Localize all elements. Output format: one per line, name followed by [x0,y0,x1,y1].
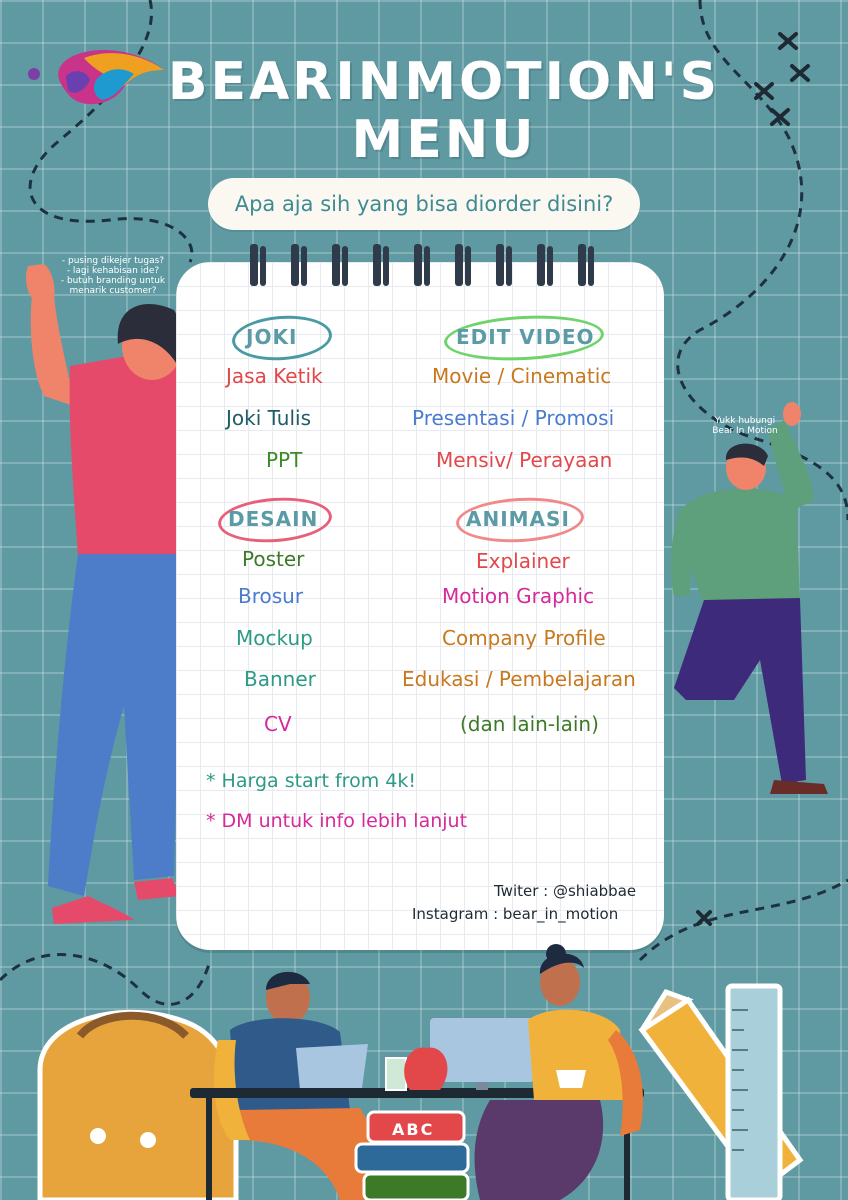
spiral-ring [455,244,463,286]
spiral-ring [578,244,586,286]
menu-item-ppt: PPT [266,448,303,472]
contact-twitter: Twiter : @shiabbae [494,882,637,900]
contact-instagram: Instagram : bear_in_motion [412,905,619,923]
section-heading-desain: DESAIN [228,507,319,531]
menu-item-joki-tulis: Joki Tulis [226,406,312,430]
spiral-ring [496,244,504,286]
page-title-line-2: MENU [351,110,537,170]
menu-item-motion-graphic: Motion Graphic [442,584,595,608]
books-label: ABC [392,1120,435,1139]
menu-item-explainer: Explainer [476,549,570,573]
menu-item-cv: CV [264,712,292,736]
menu-item-dan-lain-lain: (dan lain-lain) [460,712,599,736]
menu-item-presentasi-promosi: Presentasi / Promosi [412,406,615,430]
menu-item-movie-cinematic: Movie / Cinematic [432,364,612,388]
speech-left-line-2: - lagi kehabisan ide? [66,266,160,276]
subtitle-pill [208,178,640,230]
spiral-ring [291,244,299,286]
shouting-man-illustration [664,400,848,800]
menu-item-edukasi-pembelajaran: Edukasi / Pembelajaran [402,667,636,691]
subtitle-text: Apa aja sih yang bisa diorder disini? [234,192,614,216]
note-dm: * DM untuk info lebih lanjut [206,810,468,832]
spiral-ring [373,244,381,286]
menu-item-poster: Poster [242,547,305,571]
spiral-ring [414,244,422,286]
menu-item-jasa-ketik: Jasa Ketik [226,364,323,388]
speech-left-line-1: - pusing dikejer tugas? [61,256,165,266]
spiral-ring [537,244,545,286]
speech-left-line-4: menarik customer? [69,286,157,296]
section-heading-joki: JOKI [246,325,298,349]
page-title-line-1: BEARINMOTION'S [167,52,721,112]
spiral-ring [250,244,258,286]
spiral-ring [332,244,340,286]
desk-scene-illustration [0,940,848,1200]
speech-bubble-left [58,256,168,296]
menu-item-mensiv-perayaan: Mensiv/ Perayaan [436,448,613,472]
speech-left-line-3: - butuh branding untuk [60,276,166,286]
section-heading-animasi: ANIMASI [466,507,570,531]
speech-right-line-2: Bear In Motion [712,426,778,436]
speech-right-line-1: Yukk hubungi [714,416,776,426]
note-price: * Harga start from 4k! [206,770,416,792]
speech-bubble-right [700,416,790,436]
menu-item-banner: Banner [244,667,316,691]
menu-item-mockup: Mockup [236,626,313,650]
menu-item-company-profile: Company Profile [442,626,606,650]
section-heading-edit-video: EDIT VIDEO [456,325,595,349]
menu-item-brosur: Brosur [238,584,304,608]
